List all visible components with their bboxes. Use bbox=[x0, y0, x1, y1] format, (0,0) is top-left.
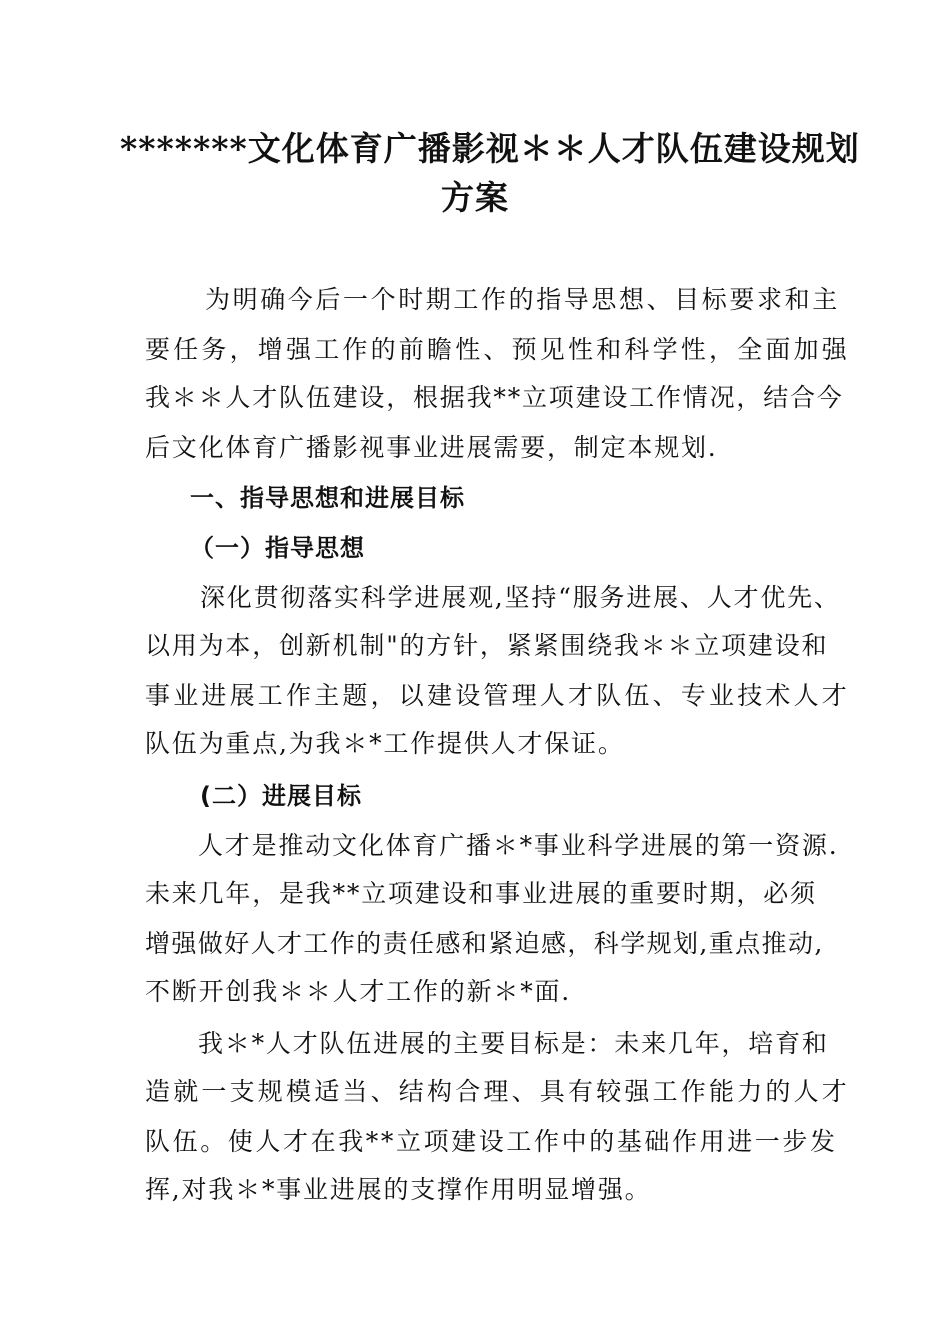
paragraph-line: 以用为本，创新机制"的方针，紧紧围绕我＊＊立项建设和 bbox=[145, 631, 829, 660]
paragraph-line: 队伍为重点,为我＊*工作提供人才保证。 bbox=[145, 729, 625, 758]
section-heading: 一、指导思想和进展目标 bbox=[190, 484, 465, 512]
paragraph-line: 我＊*人才队伍进展的主要目标是：未来几年，培育和 bbox=[198, 1029, 829, 1058]
paragraph-line: 深化贯彻落实科学进展观,坚持“服务进展、人才优先、 bbox=[200, 583, 841, 612]
intro-line: 要任务，增强工作的前瞻性、预见性和科学性，全面加强 bbox=[145, 335, 851, 364]
intro-line: 为明确今后一个时期工作的指导思想、目标要求和主 bbox=[205, 285, 840, 314]
paragraph-line: 增强做好人才工作的责任感和紧迫感，科学规划,重点推动, bbox=[145, 929, 824, 958]
paragraph-line: 事业进展工作主题，以建设管理人才队伍、专业技术人才 bbox=[145, 681, 851, 710]
paragraph-line: 造就一支规模适当、结构合理、具有较强工作能力的人才 bbox=[145, 1077, 851, 1106]
subsection-heading: (二）进展目标 bbox=[200, 782, 362, 810]
intro-line: 后文化体育广播影视事业进展需要，制定本规划. bbox=[145, 433, 718, 462]
document-title: *******文化体育广播影视＊＊人才队伍建设规划 bbox=[120, 129, 860, 168]
paragraph-line: 挥,对我＊*事业进展的支撑作用明显增强。 bbox=[145, 1175, 652, 1204]
paragraph-line: 未来几年，是我**立项建设和事业进展的重要时期，必须 bbox=[145, 879, 817, 908]
paragraph-line: 人才是推动文化体育广播＊*事业科学进展的第一资源. bbox=[198, 831, 839, 860]
paragraph-line: 不断开创我＊＊人才工作的新＊*面. bbox=[145, 977, 572, 1006]
subsection-heading: （一）指导思想 bbox=[190, 534, 365, 562]
document-title-continuation: 方案 bbox=[441, 178, 509, 217]
paragraph-line: 队伍。使人才在我**立项建设工作中的基础作用进一步发 bbox=[145, 1127, 838, 1156]
intro-line: 我＊＊人才队伍建设，根据我**立项建设工作情况，结合今 bbox=[145, 383, 844, 412]
